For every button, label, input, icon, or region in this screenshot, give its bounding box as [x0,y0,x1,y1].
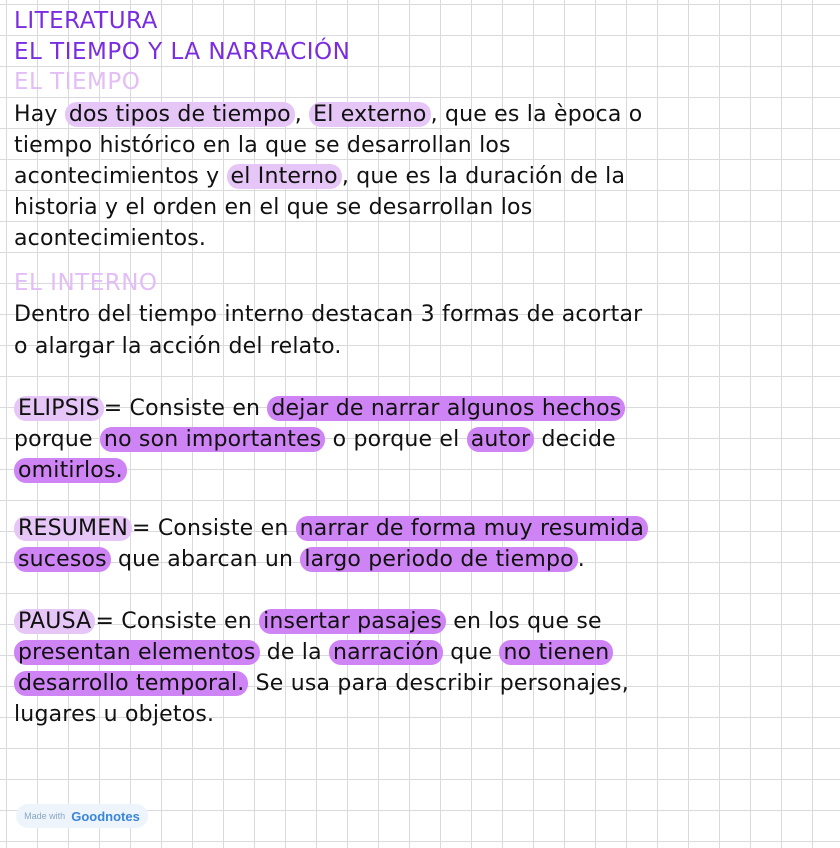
term-pausa: PAUSA [14,609,95,634]
section-heading-interno: EL INTERNO [14,270,158,296]
text-run: que [443,640,500,665]
pausa-line-4: lugares u objetos. [14,702,215,727]
made-with-goodnotes-badge[interactable] [16,804,148,828]
highlighted-text: no tienen [499,640,613,665]
highlighted-text: El externo [309,102,430,127]
highlighted-text: desarrollo temporal. [14,671,248,696]
subject-heading: LITERATURA [14,8,158,34]
text-run: = Consiste en [132,516,296,541]
text-run: o porque el [325,427,467,452]
made-with-label: Made with [24,811,66,821]
text-run: en los que se [446,609,602,634]
text-run: . [577,547,585,572]
highlighted-text: narración [329,640,443,665]
elipsis-line-3 [14,455,127,486]
term-resumen: RESUMEN [14,516,132,541]
resumen-line-1 [14,513,648,544]
highlighted-text: sucesos [14,547,111,572]
tiempo-line-5: acontecimientos. [14,226,207,251]
pausa-line-2 [14,637,613,668]
highlighted-text: narrar de forma muy resumida [296,516,648,541]
highlighted-text: presentan elementos [14,640,260,665]
pausa-line-3 [14,668,629,699]
text-run: Se usa para describir personajes, [248,671,629,696]
resumen-line-2 [14,544,585,575]
interno-line-1: Dentro del tiempo interno destacan 3 formas de acortar [14,302,643,327]
text-run: decide [534,427,616,452]
text-run: acontecimientos y [14,164,227,189]
text-run: de la [259,640,329,665]
section-heading-tiempo: EL TIEMPO [14,69,141,95]
tiempo-line-1 [14,99,642,130]
goodnotes-logo-text: Goodnotes [71,808,140,824]
tiempo-line-4: historia y el orden en el que se desarrollan los [14,195,533,220]
text-run: , que es la duración de la [341,164,626,189]
text-run: que abarcan un [110,547,301,572]
highlighted-text: autor [467,427,535,452]
tiempo-line-3 [14,161,625,192]
text-run: = Consiste en [95,609,260,634]
elipsis-line-1 [14,393,625,424]
text-run: = Consiste en [103,396,268,421]
highlighted-text: largo periodo de tiempo [300,547,577,572]
tiempo-line-2: tiempo histórico en la que se desarrollan los [14,133,511,158]
text-run: porque [14,427,100,452]
topic-heading: EL TIEMPO Y LA NARRACIÓN [14,39,351,65]
highlighted-text: no son importantes [100,427,326,452]
highlighted-text: el Interno [227,164,342,189]
pausa-line-1 [14,606,602,637]
highlighted-text: dos tipos de tiempo [65,102,295,127]
highlighted-text: dejar de narrar algunos hechos [267,396,625,421]
text-run: , que es la època o [430,102,643,127]
elipsis-line-2 [14,424,616,455]
text-run: Hay [14,102,65,127]
term-elipsis: ELIPSIS [14,396,104,421]
interno-line-2: o alargar la acción del relato. [14,334,342,359]
highlighted-text: omitirlos. [14,458,127,483]
text-run: , [294,102,310,127]
highlighted-text: insertar pasajes [259,609,446,634]
